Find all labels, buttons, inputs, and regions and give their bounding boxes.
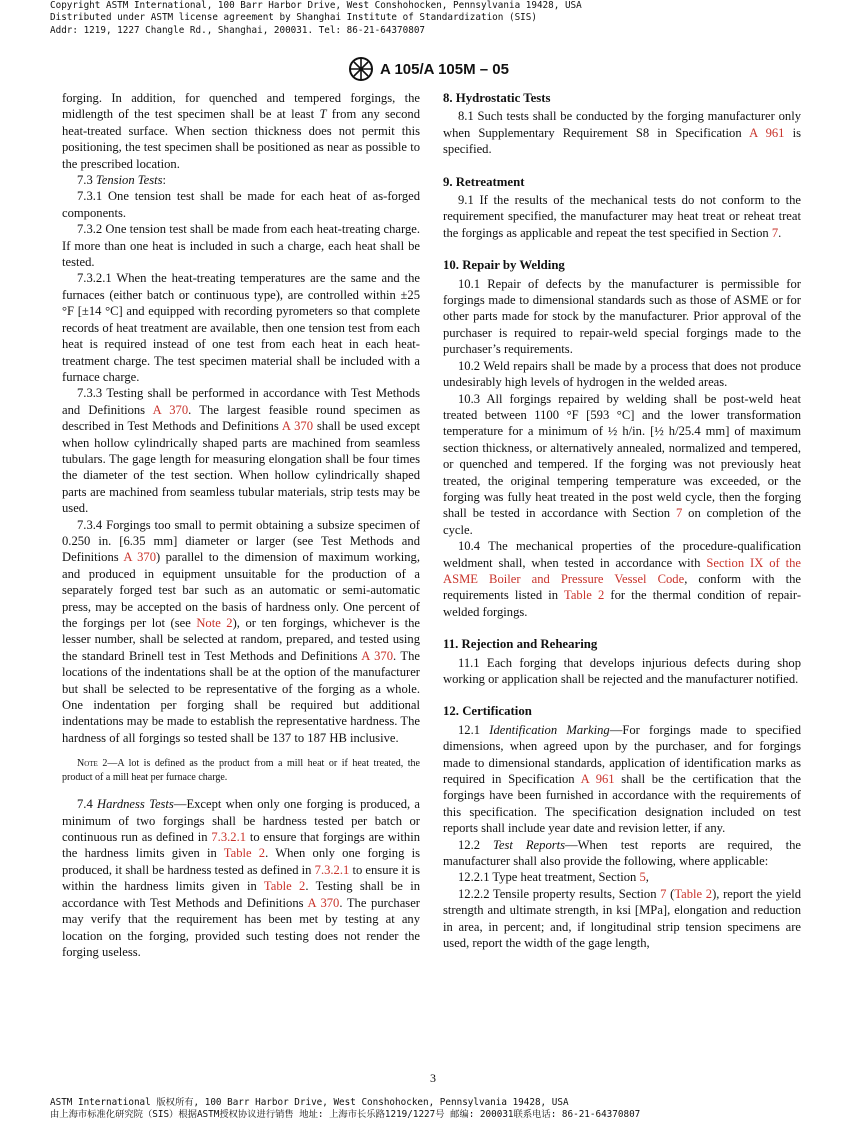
footer-line: ASTM International 版权所有, 100 Barr Harbor Drive, West Conshohocken, Pennsylvania 19428, USA: [50, 1097, 569, 1108]
cross-reference-link[interactable]: Table 2: [674, 886, 713, 901]
text-run: 7.3.3 Testing shall be performed in accordance with Test Methods and Definitions: [62, 386, 420, 417]
text-run: .: [778, 225, 782, 240]
cross-reference-link[interactable]: A 370: [307, 895, 340, 910]
paragraph: [443, 869, 801, 885]
text-run: 7.3.2 One tension test shall be made from each heat-treating charge. If more than one heat is included in such a charge, each heat shall be tested.: [62, 222, 420, 270]
cross-reference-link[interactable]: Note 2: [196, 616, 233, 630]
header-line: Copyright ASTM International, 100 Barr Harbor Drive, West Conshohocken, Pennsylvania 19428, USA: [50, 0, 582, 11]
paragraph: [443, 391, 801, 539]
text-run: 7.3: [77, 173, 96, 188]
text-run: 9. Retreatment: [443, 174, 525, 189]
cross-reference-link[interactable]: Table 2: [564, 588, 605, 603]
text-run: 8. Hydrostatic Tests: [443, 91, 551, 105]
text-run: 7.4: [77, 797, 98, 812]
text-run: 12. Certification: [443, 704, 532, 719]
text-run: to ensure it is within the hardness limits given in: [62, 862, 420, 894]
text-run: 12.2: [458, 837, 494, 852]
right-column: [443, 90, 801, 952]
text-run: ), report the yield strength and ultimate strength, in ksi [MPa], elongation and reduction in area, in percent; and, if longitudinal strip tension specimens are used, report the width of the gage length,: [443, 886, 802, 951]
text-run: 10.3 All forgings repaired by welding shall be post-weld heat treated between 1100 °F [593 °C] and the lower transformation temperature for a minimum of ½ h/in. [½ h/25.4 mm] of maximum section thickness, or alternatively annealed, normalized and tempered, or quenched and tempered. If the forging was not previously heat treated, the original tempering temperature was exceeded, or the forging was fully heat treated in the post weld cycle, then the forging shall be tested in accordance with Section: [443, 391, 801, 521]
paragraph: [62, 172, 420, 188]
note: [62, 757, 420, 785]
text-run: —A lot is defined as the product from a mill heat or if heat treated, the product of a mill heat per furnace charge.: [62, 758, 420, 784]
text-run: T: [319, 107, 327, 122]
text-run: 10.1 Repair of defects by the manufacturer is permissible for forgings made to dimensional standards such as those of ASME or for other parts made for stock by the manufacturer. Prior approval of the purchaser is required to repair-weld special forgings made to the purchaser’s requirements.: [443, 276, 801, 357]
text-run: on completion of the cycle.: [443, 506, 801, 537]
text-run: . The locations of the indentations shall be at the option of the manufacturer but shall be selected to be representative of the forging as a whole. One indentation per forging shall be required but additional indentations may be made to establish the representative hardness. The hardness of all forgings so tested shall be 137 to 187 HB inclusive.: [62, 648, 420, 745]
text-run: . The purchaser may verify that the requirement has been met by testing at any location on the forging, provided such testing does not render the forging useless.: [62, 895, 420, 959]
paragraph: [443, 886, 801, 952]
text-run: Note 2: [77, 758, 108, 770]
cross-reference-link[interactable]: 7: [771, 225, 779, 240]
designation: A 105/A 105M – 05: [380, 60, 509, 78]
text-run: 7.3.2.1 When the heat-treating temperatures are the same and the furnaces (either batch or continuous type), are controlled within ±25 °F [±14 °C] and equipped with recording pyrometers so that complete records of heat treatment are available, then one tension test from each heat is required instead of one test from each heat in each heat-treatment charge. The test specimen material shall be included with a furnace charge.: [62, 271, 420, 384]
text-run: for the thermal condition of repair-welded forgings.: [443, 588, 802, 619]
copyright-header: [50, 0, 582, 37]
cross-reference-link[interactable]: 7: [660, 886, 667, 901]
copyright-footer: [50, 1097, 640, 1121]
text-run: 12.1: [458, 722, 490, 737]
text-run: Hardness Tests: [97, 797, 174, 812]
text-run: 12.2.1 Type heat treatment, Section: [458, 870, 640, 885]
text-run: 10. Repair by Welding: [443, 258, 565, 273]
cross-reference-link[interactable]: A 961: [749, 125, 785, 140]
paragraph: [62, 796, 420, 960]
astm-logo-icon: [348, 56, 374, 82]
text-run: 7.3.1 One tension test shall be made for each heat of as-forged components.: [62, 189, 420, 220]
paragraph: [443, 722, 801, 837]
paragraph: [443, 192, 801, 241]
text-run: 10.4 The mechanical properties of the procedure-qualification weldment shall, when tested in accordance with: [443, 539, 801, 570]
cross-reference-link[interactable]: Section IX of the ASME Boiler and Pressure Vessel Code: [443, 555, 801, 586]
text-run: shall be used except when hollow cylindrically shaped parts are machined from seamless tubulars. The gage length for measuring elongation shall be four times the diameter of the test section. When hollow cylindrically shaped parts are machined from seamless tubular materials, strip tests may be used.: [62, 419, 420, 516]
header-line: Distributed under ASTM license agreement by Shanghai Institute of Standardization (SIS): [50, 12, 537, 24]
page-number: 3: [430, 1071, 436, 1085]
text-run: —For forgings made to specified dimensions, when agreed upon by the purchaser, and for forgings made to dimensional standards, application of identification marks as required in Specification: [443, 722, 801, 787]
header-line: Addr: 1219, 1227 Changle Rd., Shanghai, 200031. Tel: 86-21-64370807: [50, 24, 426, 36]
text-run: Identification Marking: [489, 722, 610, 737]
cross-reference-link[interactable]: 7.3.2.1: [314, 862, 350, 877]
cross-reference-link[interactable]: 7: [675, 506, 683, 521]
text-run: Tension Tests: [95, 173, 163, 188]
section-heading: [443, 636, 801, 652]
paragraph: [443, 358, 801, 391]
left-column: [62, 90, 420, 960]
text-run: . The largest feasible round specimen as described in Test Methods and Definitions: [62, 402, 420, 434]
paragraph: [62, 221, 420, 270]
paragraph: [62, 517, 420, 747]
text-run: ) parallel to the dimension of maximum working, and produced in equipment unsuitable for the production of a separately forged test bar such as an automatic or semi-automatic press, may be accepted on the basis of hardness only. One percent of the forgings per lot (see: [62, 550, 420, 630]
text-run: (: [666, 886, 675, 901]
paragraph: [443, 276, 801, 358]
text-run: ), or ten forgings, whichever is the lesser number, shall be selected at random, prepared, and tested using the standard Brinell test in Test Methods and Definitions: [62, 616, 420, 663]
text-run: to ensure that forgings are within the hardness limits given in: [62, 830, 420, 861]
cross-reference-link[interactable]: A 961: [580, 772, 615, 787]
cross-reference-link[interactable]: Table 2: [223, 846, 266, 861]
text-run: forging. In addition, for quenched and tempered forgings, the midlength of the test specimen shall be at least: [62, 91, 420, 122]
cross-reference-link[interactable]: A 370: [281, 419, 314, 434]
text-run: shall be the certification that the forgings have been furnished in accordance with the requirements of this specification. The specification designation included on test reports shall include year date and revision letter, if any.: [443, 772, 801, 836]
text-run: 11. Rejection and Rehearing: [443, 637, 598, 652]
text-run: —Except when only one forging is produced, a minimum of two forgings shall be hardness tested per batch or continuous run as defined in: [62, 797, 420, 845]
paragraph: [443, 655, 801, 688]
text-run: 7.3.4 Forgings too small to permit obtaining a subsize specimen of 0.250 in. [6.35 mm] diameter or larger (see Test Methods and Definitions: [62, 517, 420, 565]
paragraph: [62, 188, 420, 221]
text-run: Test Reports: [493, 837, 566, 852]
text-run: 9.1 If the results of the mechanical tests do not conform to the requirement specified, the manufacturer may heat treat or reheat treat the forgings as applicable and repeat the test specified in Section: [443, 193, 801, 240]
paragraph: [62, 90, 420, 172]
text-run: . When only one forging is produced, it shall be hardness tested as defined in: [62, 846, 421, 877]
text-run: :: [162, 173, 167, 188]
section-heading: [443, 174, 801, 190]
text-run: , conform with the requirements listed in: [443, 571, 801, 603]
text-run: 11.1 Each forging that develops injurious defects during shop working or application shall be rejected and the manufacturer notified.: [443, 655, 801, 686]
paragraph: [443, 837, 801, 870]
section-heading: [443, 703, 801, 719]
text-run: 12.2.2 Tensile property results, Section: [458, 886, 661, 901]
paragraph: [443, 538, 801, 620]
cross-reference-link[interactable]: 5: [639, 870, 646, 885]
text-run: from any second heat-treated surface. When section thickness does not permit this positioning, the test specimen shall be positioned as near as possible to the prescribed location.: [62, 107, 420, 171]
paragraph: [443, 108, 801, 157]
text-run: . Testing shall be in accordance with Test Methods and Definitions: [62, 879, 420, 910]
text-run: —When test reports are required, the manufacturer shall also provide the following, where applicable:: [443, 837, 801, 869]
cross-reference-link[interactable]: A 370: [152, 402, 189, 417]
section-heading: [443, 257, 801, 273]
document-title: [348, 56, 509, 82]
text-run: 10.2 Weld repairs shall be made by a process that does not produce undesirably high levels of hydrogen in the welded areas.: [443, 358, 801, 390]
cross-reference-link[interactable]: 7.3.2.1: [211, 830, 247, 845]
cross-reference-link[interactable]: A 370: [123, 550, 157, 565]
cross-reference-link[interactable]: A 370: [361, 648, 394, 663]
paragraph: [62, 270, 420, 385]
section-heading: [443, 90, 801, 106]
text-run: 8.1 Such tests shall be conducted by the forging manufacturer only when Supplementary Requirement S8 in Specification: [443, 109, 801, 140]
paragraph: [62, 385, 420, 516]
text-run: ,: [645, 870, 649, 885]
cross-reference-link[interactable]: Table 2: [263, 879, 306, 894]
footer-line: 由上海市标准化研究院（SIS）根据ASTM授权协议进行销售 地址: 上海市长乐路1219/1227号 邮编: 200031联系电话: 86-21-64370807: [50, 1109, 641, 1120]
text-run: is specified.: [443, 125, 801, 157]
